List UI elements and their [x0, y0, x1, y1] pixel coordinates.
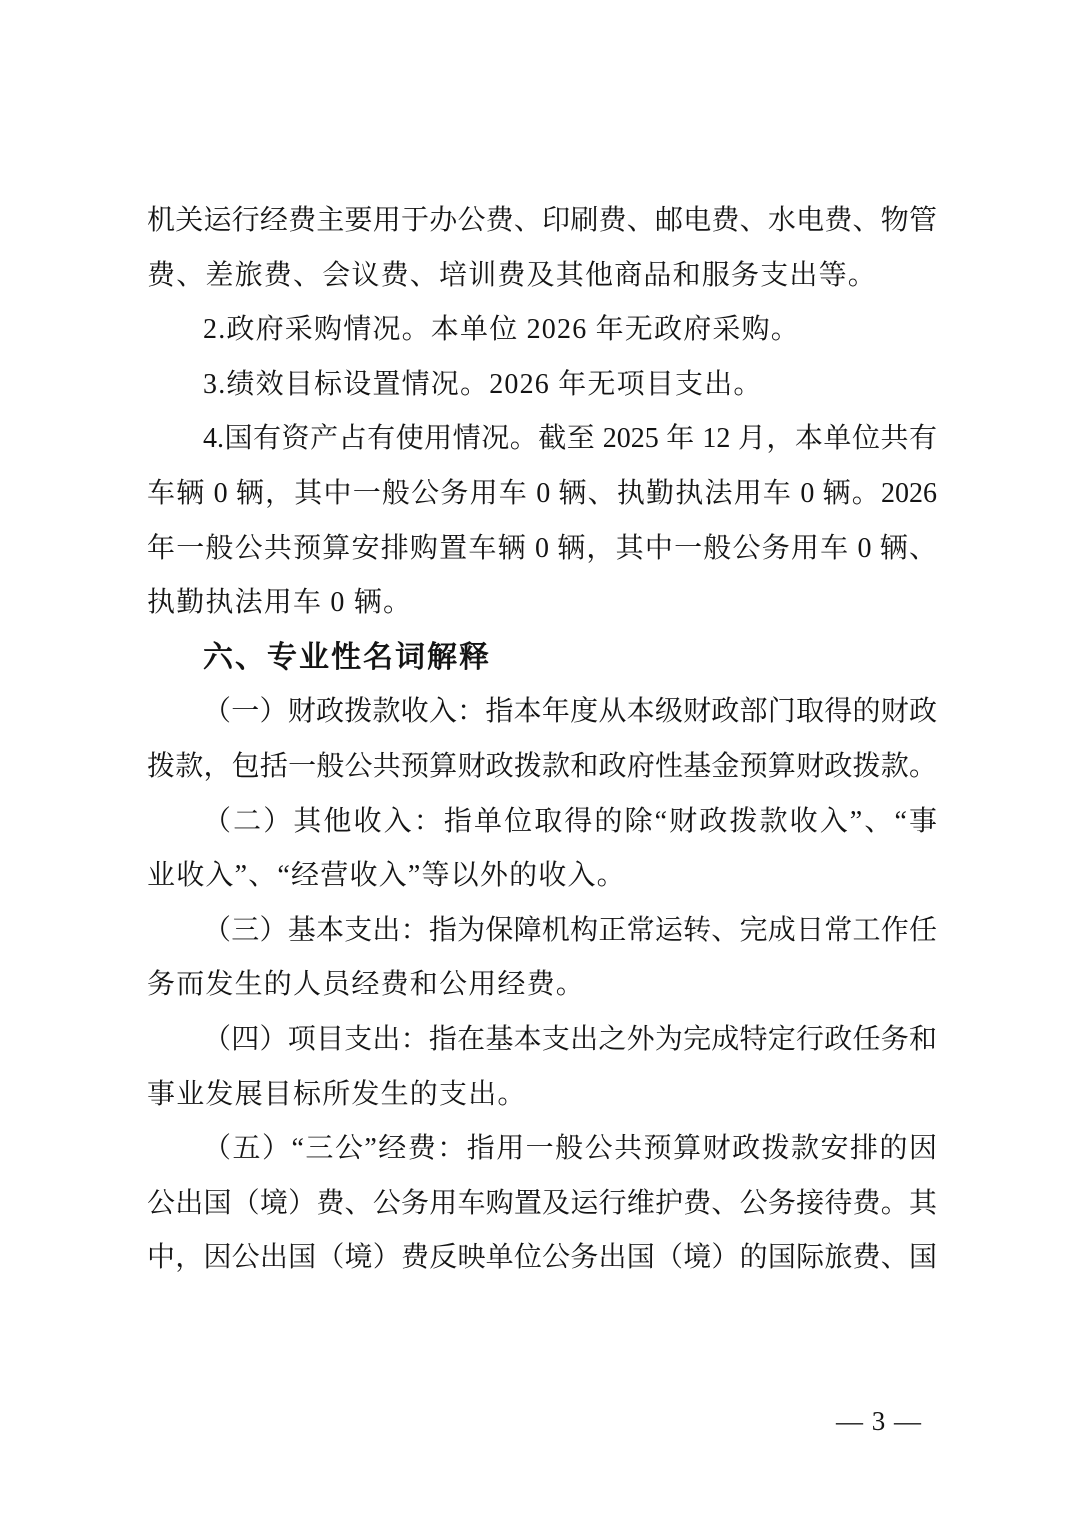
- paragraph-line: （二）其他收入：指单位取得的除“财政拨款收入”、“事: [203, 805, 937, 837]
- paragraph-line: （五）“三公”经费：指用一般公共预算财政拨款安排的因: [203, 1133, 937, 1165]
- paragraph-line: 车辆 0 辆，其中一般公务用车 0 辆、执勤执法用车 0 辆。2026: [147, 477, 937, 509]
- paragraph-line: 3.绩效目标设置情况。2026 年无项目支出。: [203, 368, 763, 400]
- paragraph-line: 4.国有资产占有使用情况。截至 2025 年 12 月，本单位共有: [203, 423, 937, 455]
- paragraph-line: 机关运行经费主要用于办公费、印刷费、邮电费、水电费、物管: [147, 205, 937, 236]
- paragraph-line: 事业发展目标所发生的支出。: [147, 1078, 527, 1110]
- paragraph-line: 年一般公共预算安排购置车辆 0 辆，其中一般公务用车 0 辆、: [147, 532, 937, 564]
- paragraph-line: （四）项目支出：指在基本支出之外为完成特定行政任务和: [203, 1023, 937, 1055]
- paragraph-line: 务而发生的人员经费和公用经费。: [147, 969, 586, 1001]
- paragraph-line: 业收入”、“经营收入”等以外的收入。: [147, 860, 626, 892]
- paragraph-line: （三）基本支出：指为保障机构正常运转、完成日常工作任: [203, 914, 937, 946]
- page-number: — 3 —: [836, 1406, 922, 1436]
- paragraph-line: 执勤执法用车 0 辆。: [147, 587, 413, 619]
- paragraph-line: 费、差旅费、会议费、培训费及其他商品和服务支出等。: [147, 259, 878, 291]
- paragraph-line: （一）财政拨款收入：指本年度从本级财政部门取得的财政: [203, 696, 937, 728]
- paragraph-line: 公出国（境）费、公务用车购置及运行维护费、公务接待费。其: [147, 1187, 937, 1219]
- paragraph-line: 拨款，包括一般公共预算财政拨款和政府性基金预算财政拨款。: [147, 750, 937, 782]
- paragraph-line: 中，因公出国（境）费反映单位公务出国（境）的国际旅费、国: [147, 1242, 937, 1274]
- document-body: [147, 194, 937, 1286]
- paragraph-line: 2.政府采购情况。本单位 2026 年无政府采购。: [203, 314, 801, 346]
- section-heading: 六、专业性名词解释: [203, 640, 491, 674]
